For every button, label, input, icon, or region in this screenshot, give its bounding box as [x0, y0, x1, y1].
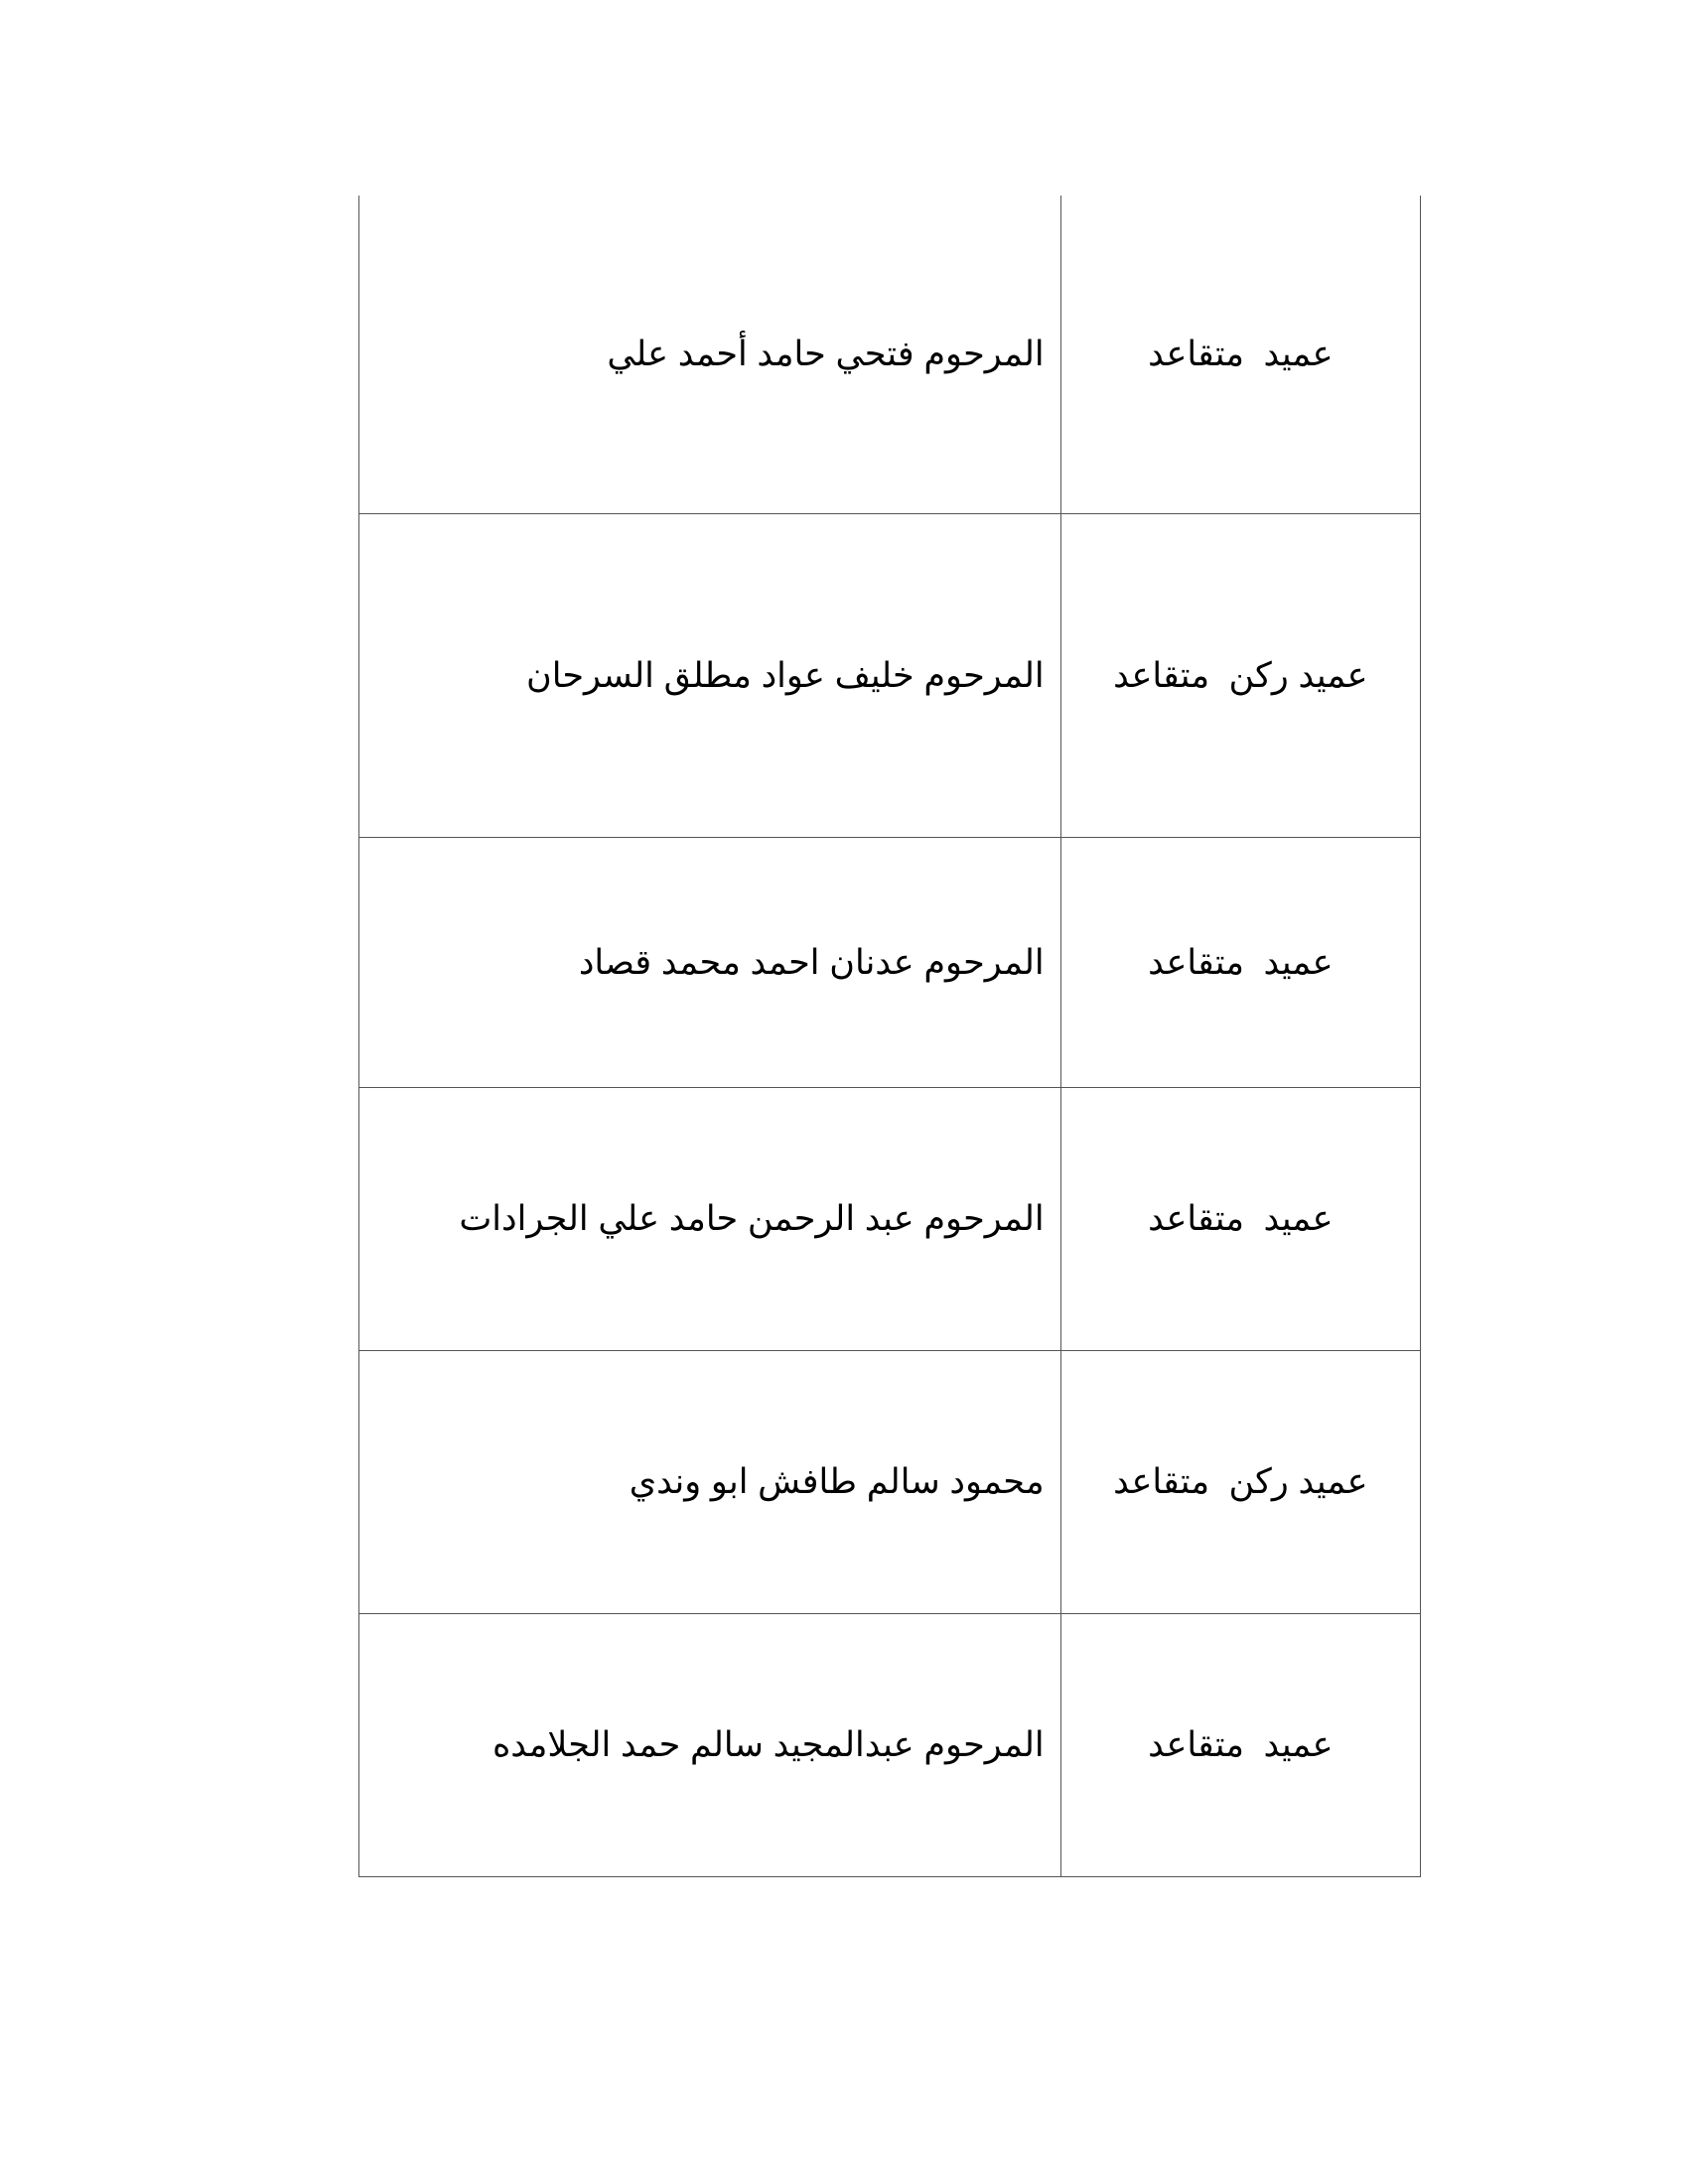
- table-row: [359, 838, 1421, 1088]
- table-row: [359, 1351, 1421, 1614]
- rank-cell: [1060, 838, 1420, 1088]
- officer-name: المرحوم عبد الرحمن حامد علي الجرادات: [459, 1199, 1045, 1238]
- officer-rank: عميد متقاعد: [1148, 335, 1334, 373]
- name-cell: [359, 1351, 1061, 1614]
- officer-rank: عميد متقاعد: [1148, 1199, 1334, 1238]
- officer-rank: عميد ركن متقاعد: [1113, 655, 1368, 695]
- name-cell: [359, 196, 1061, 514]
- table-row: [359, 196, 1421, 514]
- table-row: [359, 1088, 1421, 1351]
- name-cell: [359, 838, 1061, 1088]
- rank-cell: [1060, 1088, 1420, 1351]
- officer-rank: عميد ركن متقاعد: [1113, 1462, 1368, 1501]
- officers-table: [358, 196, 1421, 1877]
- officer-name: المرحوم عبدالمجيد سالم حمد الجلامده: [492, 1725, 1045, 1764]
- officer-name: المرحوم خليف عواد مطلق السرحان: [525, 655, 1045, 695]
- officer-name: المرحوم فتحي حامد أحمد علي: [607, 335, 1045, 373]
- officer-rank: عميد متقاعد: [1148, 1725, 1334, 1764]
- name-cell: [359, 1614, 1061, 1877]
- officer-rank: عميد متقاعد: [1148, 942, 1334, 982]
- name-cell: [359, 514, 1061, 838]
- table-row: [359, 1614, 1421, 1877]
- name-cell: [359, 1088, 1061, 1351]
- rank-cell: [1060, 1351, 1420, 1614]
- table-row: [359, 514, 1421, 838]
- rank-cell: [1060, 1614, 1420, 1877]
- officer-name: محمود سالم طافش ابو وندي: [629, 1462, 1045, 1501]
- officer-name: المرحوم عدنان احمد محمد قصاد: [578, 942, 1045, 982]
- rank-cell: [1060, 514, 1420, 838]
- rank-cell: [1060, 196, 1420, 514]
